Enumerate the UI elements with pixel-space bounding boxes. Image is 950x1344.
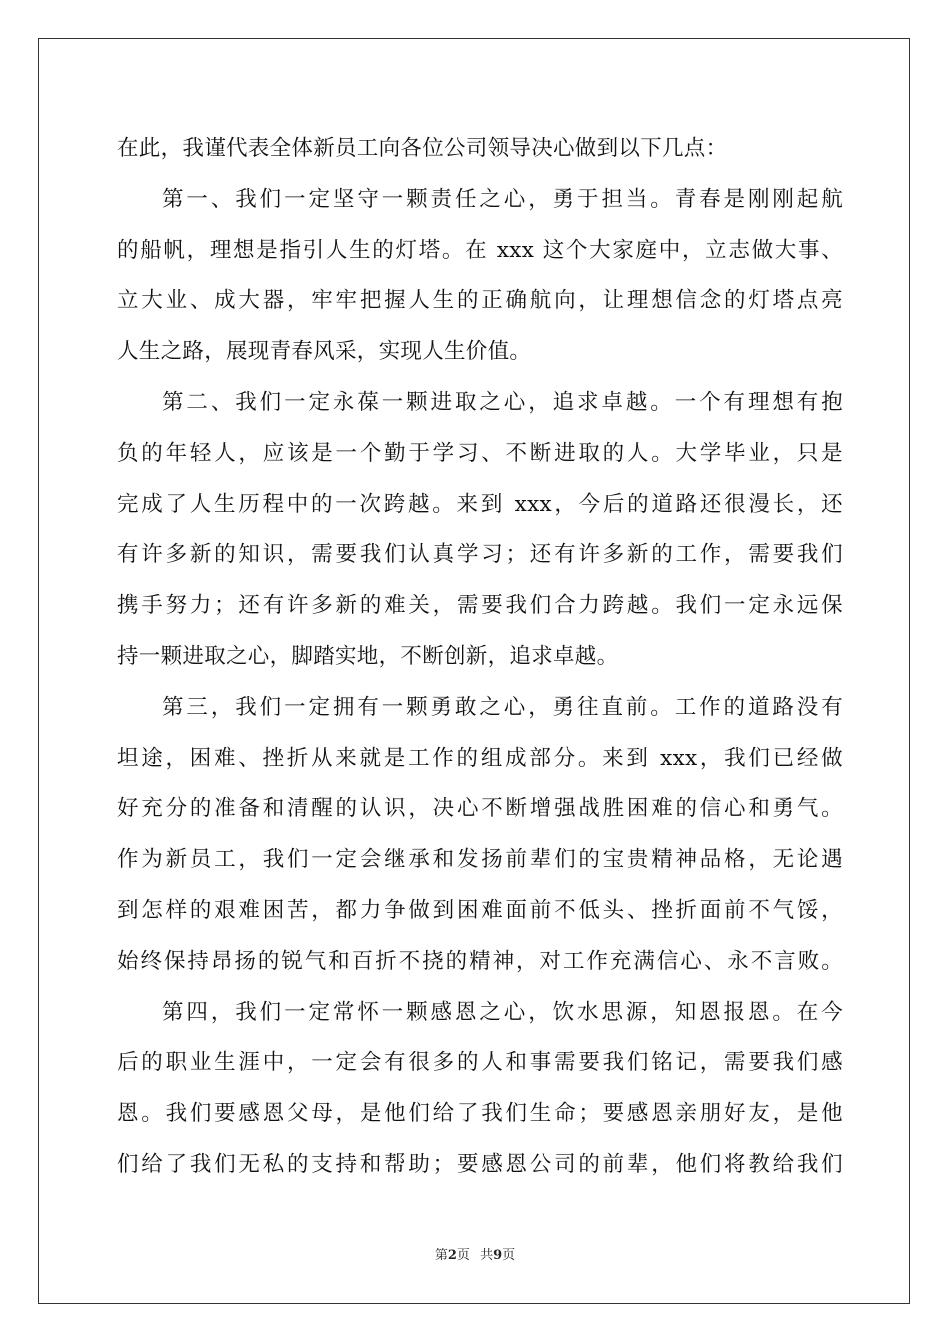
paragraph-first-line: 第二、我们一定永葆一颗进取之心，追求卓越。一个有理想有抱 xyxy=(162,389,843,415)
text-line: 们给了我们无私的支持和帮助；要感恩公司的前辈，他们将教给我们 xyxy=(117,1151,843,1177)
text-line: 完成了人生历程中的一次跨越。来到 xxx，今后的道路还很漫长，还 xyxy=(117,491,843,517)
text-line: 在此，我谨代表全体新员工向各位公司领导决心做到以下几点： xyxy=(117,136,728,161)
document-body xyxy=(117,124,843,1191)
paragraph-first-line: 第三，我们一定拥有一颗勇敢之心，勇往直前。工作的道路没有 xyxy=(162,694,843,720)
text-line: 恩。我们要感恩父母，是他们给了我们生命；要感恩亲朋好友，是他 xyxy=(117,1101,843,1127)
text-line: 好充分的准备和清醒的认识，决心不断增强战胜困难的信心和勇气。 xyxy=(117,796,843,822)
text-line: 到怎样的艰难困苦，都力争做到困难面前不低头、挫折面前不气馁， xyxy=(117,897,843,923)
text-line: 坦途，困难、挫折从来就是工作的组成部分。来到 xxx，我们已经做 xyxy=(117,745,843,771)
text-line: 有许多新的知识，需要我们认真学习；还有许多新的工作，需要我们 xyxy=(117,542,843,568)
text-line: 的船帆，理想是指引人生的灯塔。在 xxx 这个大家庭中，立志做大事、 xyxy=(117,237,843,263)
page-indicator xyxy=(435,1248,470,1263)
page-footer xyxy=(0,1244,950,1263)
text-line: 负的年轻人，应该是一个勤于学习、不断进取的人。大学毕业，只是 xyxy=(117,440,843,466)
page-number: 2 xyxy=(447,1248,457,1263)
total-suffix: 页 xyxy=(502,1248,516,1263)
text-line: 后的职业生涯中，一定会有很多的人和事需要我们铭记，需要我们感 xyxy=(117,1050,843,1076)
total-prefix: 共 xyxy=(480,1248,494,1263)
text-line: 人生之路，展现青春风采，实现人生价值。 xyxy=(117,339,532,365)
text-line: 持一颗进取之心，脚踏实地，不断创新，追求卓越。 xyxy=(117,643,619,669)
paragraph-first-line: 第一、我们一定坚守一颗责任之心，勇于担当。青春是刚刚起航 xyxy=(162,186,843,212)
paragraph-first-line: 第四，我们一定常怀一颗感恩之心，饮水思源，知恩报恩。在今 xyxy=(162,999,843,1025)
text-line: 立大业、成大器，牢牢把握人生的正确航向，让理想信念的灯塔点亮 xyxy=(117,288,843,314)
text-line: 携手努力；还有许多新的难关，需要我们合力跨越。我们一定永远保 xyxy=(117,593,843,619)
total-indicator xyxy=(480,1248,515,1263)
text-line: 始终保持昂扬的锐气和百折不挠的精神，对工作充满信心、永不言败。 xyxy=(117,948,843,974)
page-suffix: 页 xyxy=(456,1248,470,1263)
total-pages: 9 xyxy=(493,1248,503,1263)
page-prefix: 第 xyxy=(434,1248,448,1263)
text-line: 作为新员工，我们一定会继承和发扬前辈们的宝贵精神品格，无论遇 xyxy=(117,847,843,873)
